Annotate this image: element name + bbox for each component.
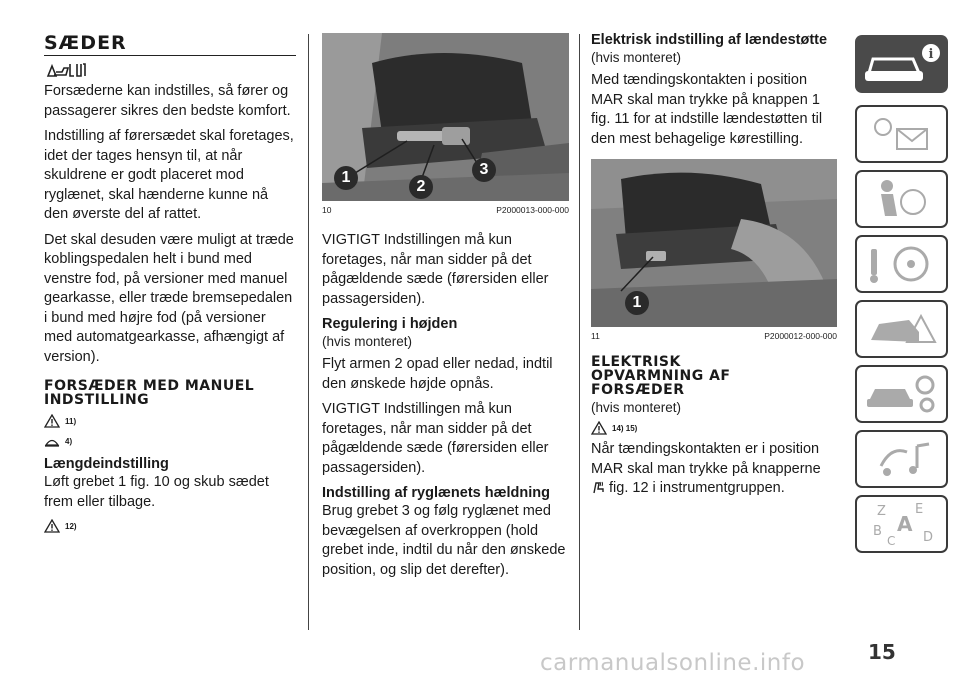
warning-lights-icon (857, 107, 946, 161)
paragraph: Med tændingskontakten i position MAR skal man trykke på knappen 1 fig. 11 for at indstille lændestøtten til den mest behagelige kørestilling. (591, 72, 823, 147)
svg-text:Z: Z (877, 504, 886, 519)
figure-caption (322, 201, 569, 215)
warning-triangle-icon (44, 519, 60, 533)
notice-ref-number: 4) (65, 436, 73, 446)
tab-index[interactable] (855, 495, 948, 553)
important-note: VIGTIGT Indstillingen må kun foretages, når man sidder på det pågældende sæde (førersiden eller passagersiden). (322, 401, 549, 476)
warning-triangle-icon (591, 421, 607, 435)
paragraph: Brug grebet 3 og følg ryglænet med bevægelsen af overkroppen (hold grebet inde, indtil du når den ønskede position, og slip det derefter). (322, 503, 566, 578)
subsection-heading: Længdeindstilling (44, 456, 169, 472)
availability-note: (hvis monteret) (591, 50, 682, 65)
important-note: VIGTIGT Indstillingen må kun foretages, når man sidder på det pågældende sæde (førersiden eller passagersiden). (322, 232, 549, 307)
availability-note: (hvis monteret) (591, 400, 682, 415)
warning-ref-number: 12) (65, 521, 77, 531)
svg-text:C: C (887, 534, 896, 548)
tab-safety[interactable] (855, 170, 948, 228)
figure-caption (591, 327, 837, 341)
notice-ref (44, 433, 296, 449)
figure-11-photo (591, 159, 837, 327)
figure-number: 11 (591, 331, 600, 341)
seat-adjustment-illustration (322, 33, 569, 201)
warning-triangle-icon (44, 414, 60, 428)
callout-3: 3 (472, 158, 496, 182)
column-3 (591, 0, 841, 505)
paragraph: Når tændingskontakten er i position MAR skal man trykke på knapperne (591, 441, 821, 477)
section-title: SÆDER (44, 32, 127, 54)
warning-ref (44, 413, 296, 429)
column-divider (308, 34, 309, 630)
svg-text:A: A (897, 512, 913, 536)
callout-2: 2 (409, 175, 433, 199)
warning-ref (44, 518, 296, 534)
availability-note: (hvis monteret) (322, 334, 413, 349)
subsection-heading: Indstilling af ryglænets hældning (322, 485, 550, 501)
breakdown-icon (857, 302, 946, 356)
steering-key-icon (857, 237, 946, 291)
figure-number: 10 (322, 205, 332, 215)
figure-code: P2000012-000-000 (764, 331, 837, 341)
paragraph: Indstilling af førersædet skal foretages, idet der tages hensyn til, at når skuldrene er godt placeret mod ryglænet, skal hænderne kunne nå den øverste del af rattet. (44, 128, 294, 222)
page-number: 15 (868, 640, 896, 664)
warning-ref-number: 14) 15) (612, 423, 638, 433)
car-info-icon (855, 35, 948, 93)
seat-heater-icon (591, 481, 605, 494)
paragraph: Flyt armen 2 opad eller nedad, indtil den ønskede højde opnås. (322, 356, 553, 392)
index-icon (857, 497, 946, 551)
maintenance-icon (857, 367, 946, 421)
tab-car-info[interactable] (855, 35, 948, 93)
warning-ref (591, 420, 841, 436)
svg-text:D: D (923, 530, 934, 545)
tab-multimedia[interactable] (855, 430, 948, 488)
multimedia-icon (857, 432, 946, 486)
intro-text: Forsæderne kan indstilles, så fører og passagerer sikres den bedste komfort. (44, 83, 291, 119)
figure-code: P2000013-000-000 (496, 205, 569, 215)
svg-text:E: E (915, 502, 924, 517)
paragraph: Det skal desuden være muligt at træde koblingspedalen helt i bund med venstre fod, på versioner med manuel gearkasse, eller træde bremsepedalen i bund med højre fod (på versioner med automatgearkasse, afhængigt af version). (44, 231, 294, 365)
column-divider (579, 34, 580, 630)
svg-text:B: B (873, 524, 882, 539)
column-1 (44, 0, 296, 538)
figure-10-photo (322, 33, 569, 201)
subsection-heading: Regulering i højden (322, 316, 458, 332)
title-underline (44, 55, 296, 56)
tab-emergency[interactable] (855, 300, 948, 358)
tab-warning-lights[interactable] (855, 105, 948, 163)
column-2 (322, 0, 572, 586)
callout-1: 1 (334, 166, 358, 190)
tab-maintenance[interactable] (855, 365, 948, 423)
paragraph: Løft grebet 1 fig. 10 og skub sædet frem eller tilbage. (44, 474, 269, 510)
caution-icon (44, 434, 60, 448)
tab-starting-driving[interactable] (855, 235, 948, 293)
subsection-title: FORSÆDER MED MANUEL INDSTILLING (44, 378, 255, 408)
watermark: carmanualsonline.info (540, 650, 806, 676)
warning-ref-number: 11) (65, 416, 77, 426)
subsection-heading: Elektrisk indstilling af lændestøtte (591, 32, 828, 48)
paragraph-continued (591, 479, 841, 499)
subsection-title: ELEKTRISK OPVARMNING AF FORSÆDER (591, 354, 731, 398)
airbag-safety-icon (857, 172, 946, 226)
seat-icon (44, 60, 296, 82)
paragraph-text: fig. 12 i instrumentgruppen. (609, 480, 785, 496)
svg-text:i: i (928, 47, 934, 62)
callout-1: 1 (625, 291, 649, 315)
